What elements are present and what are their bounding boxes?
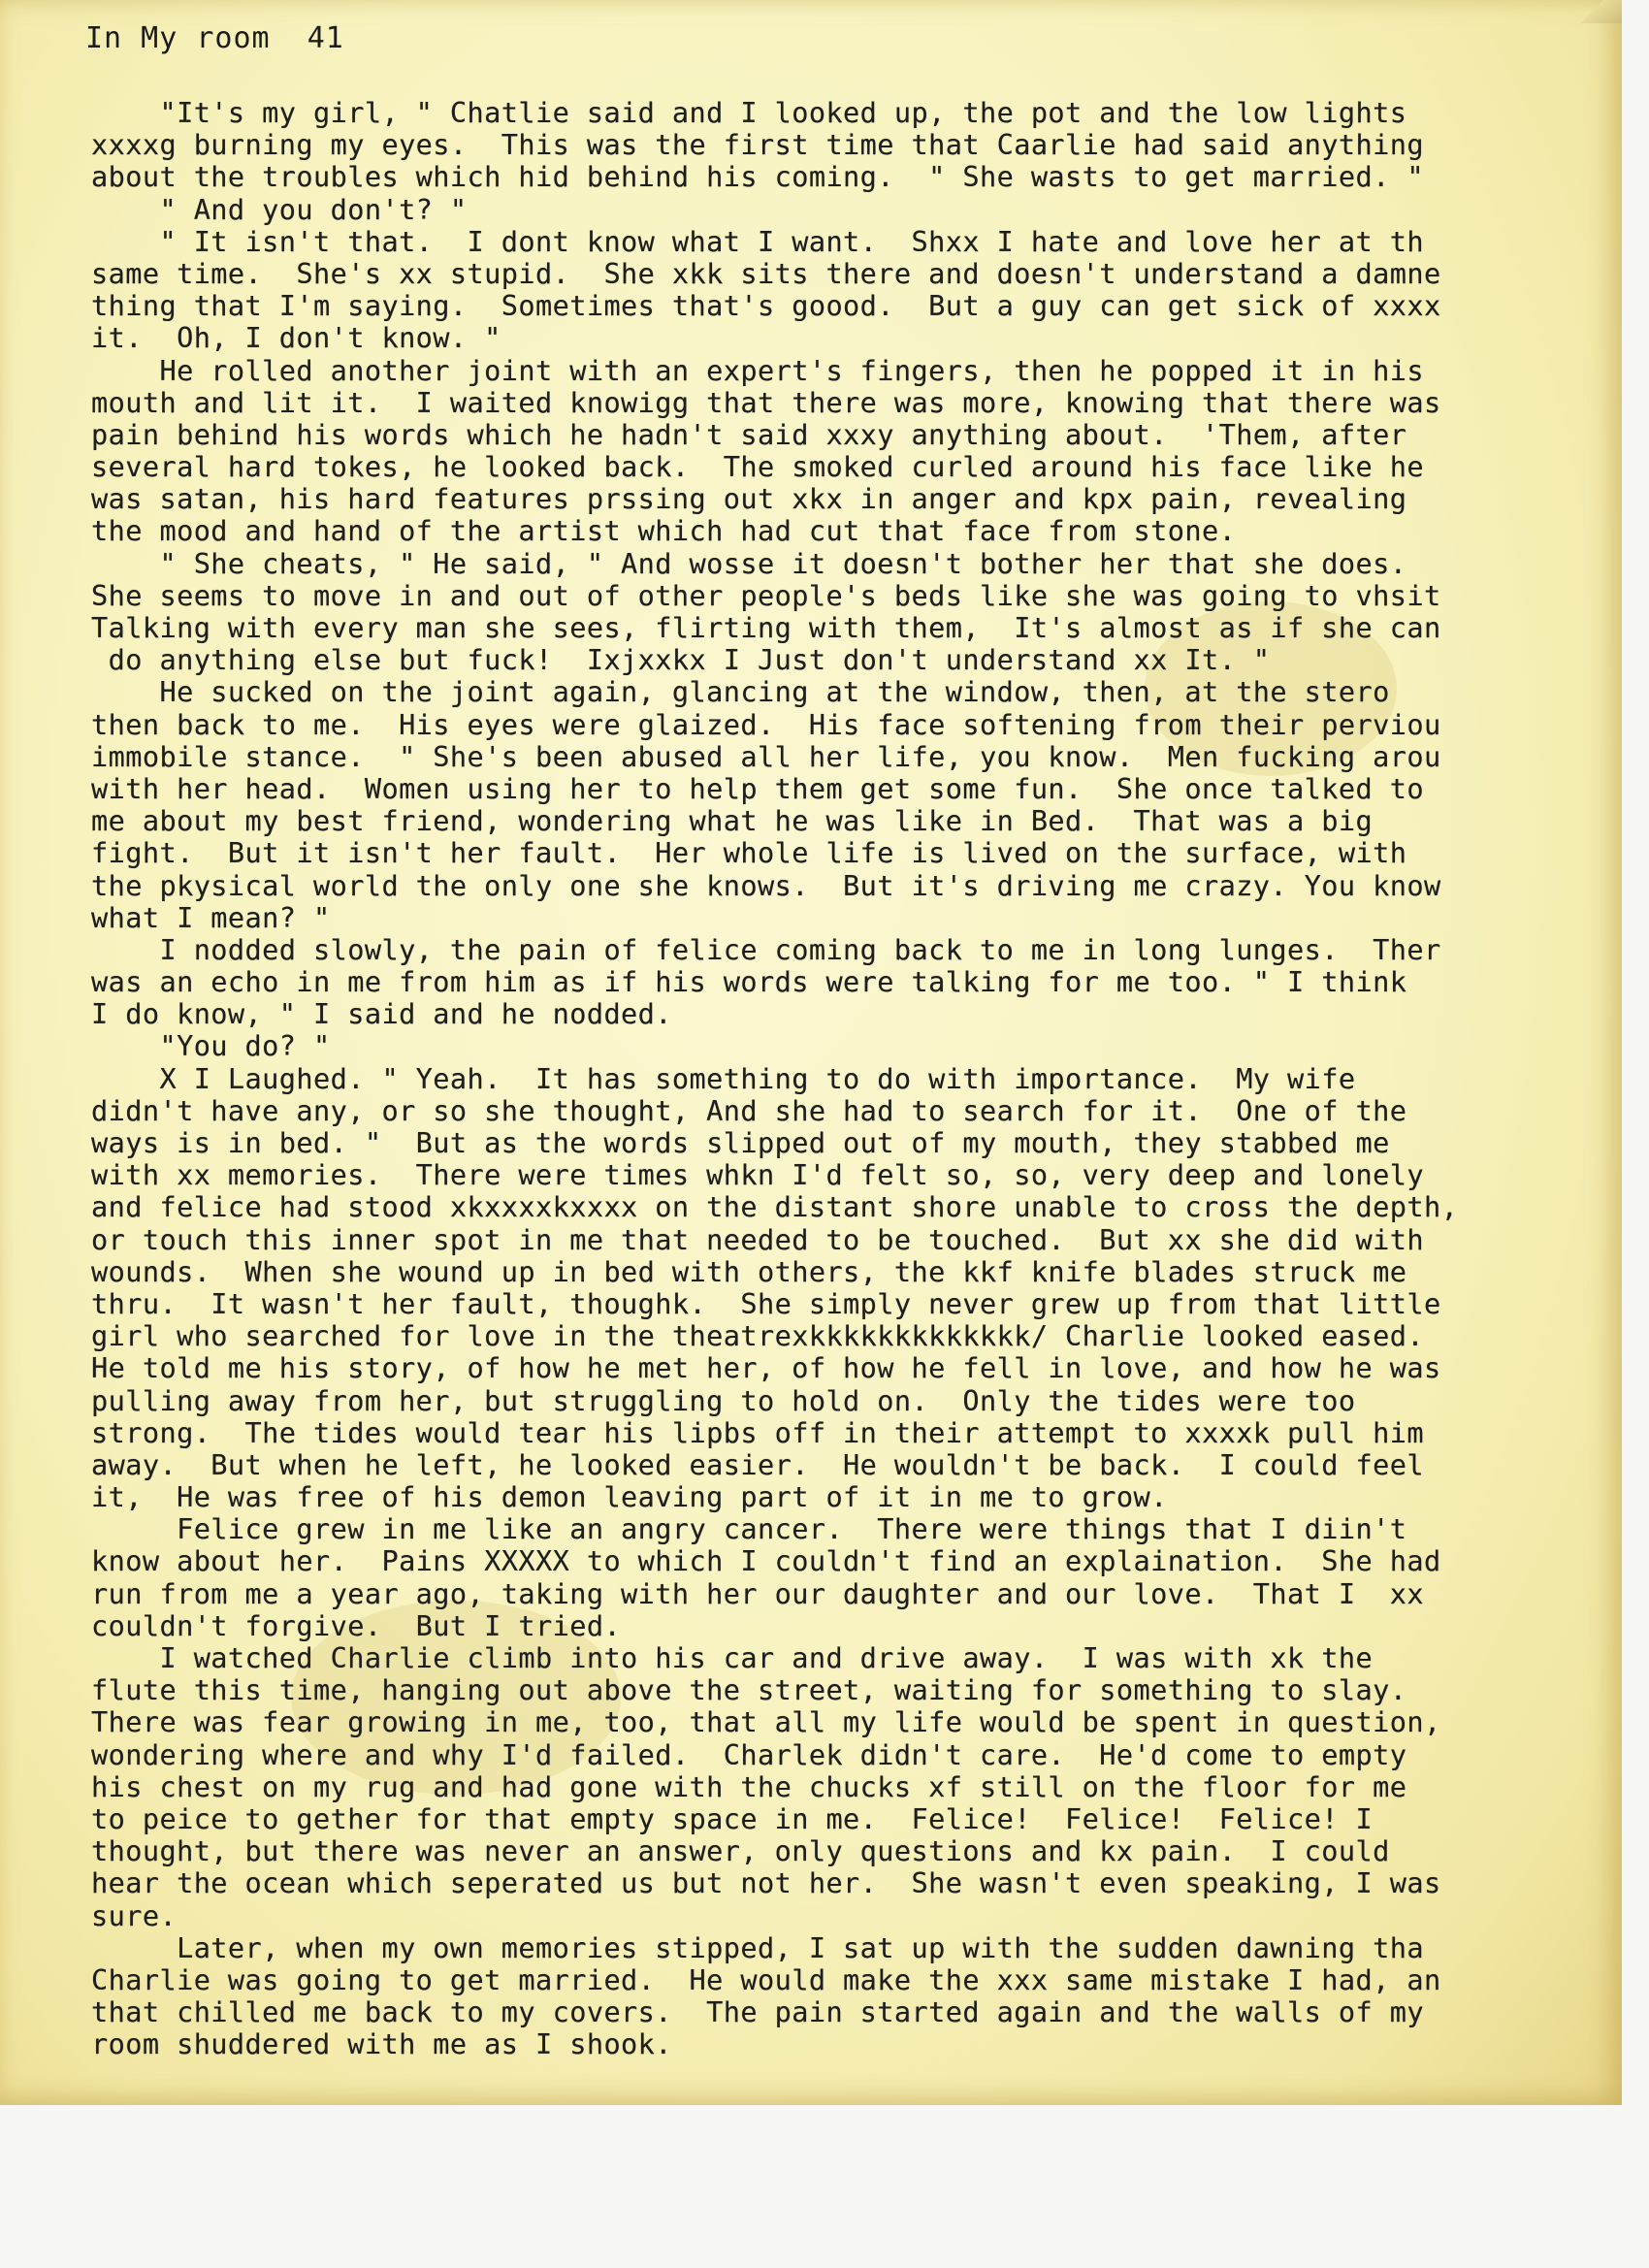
text-line: He told me his story, of how he met her, of how he fell in love, and how he was xyxy=(91,1352,1441,1385)
text-line: about the troubles which hid behind his coming. " She wasts to get married. " xyxy=(91,161,1424,194)
text-line: was satan, his hard features prssing out xkx in anger and kpx pain, revealing xyxy=(91,483,1407,516)
text-line: X I Laughed. " Yeah. It has something to do with importance. My wife xyxy=(91,1062,1356,1095)
text-line: couldn't forgive. But I tried. xyxy=(91,1609,622,1642)
text-line: or touch this inner spot in me that needed to be touched. But xx she did with xyxy=(91,1223,1424,1256)
text-line: sure. xyxy=(91,1899,178,1932)
text-line: Talking with every man she sees, flirting with them, It's almost as if she can xyxy=(91,612,1441,644)
torn-corner xyxy=(1575,0,1622,23)
text-line: hear the ocean which seperated us but not her. She wasn't even speaking, I was xyxy=(91,1867,1441,1900)
text-line: that chilled me back to my covers. The pain started again and the walls of my xyxy=(91,1996,1424,2029)
text-line: immobile stance. " She's been abused all her life, you know. Men fucking arou xyxy=(91,740,1441,773)
text-line: She seems to move in and out of other people's beds like she was going to vhsit xyxy=(91,579,1441,612)
text-line: Later, when my own memories stipped, I sat up with the sudden dawning tha xyxy=(91,1931,1424,1964)
text-line: "You do? " xyxy=(91,1030,331,1063)
text-line: flute this time, hanging out above the street, waiting for something to slay. xyxy=(91,1674,1407,1707)
text-line: his chest on my rug and had gone with the chucks xf still on the floor for me xyxy=(91,1770,1407,1803)
text-line: I watched Charlie climb into his car and drive away. I was with xk the xyxy=(91,1642,1374,1674)
page-body-text xyxy=(91,97,1619,2060)
text-line: was an echo in me from him as if his words were talking for me too. " I think xyxy=(91,966,1407,999)
text-line: with xx memories. There were times whkn I'd felt so, so, very deep and lonely xyxy=(91,1159,1424,1192)
text-line: several hard tokes, he looked back. The smoked curled around his face like he xyxy=(91,451,1424,484)
text-line: "It's my girl, " Chatlie said and I looked up, the pot and the low lights xyxy=(91,97,1407,129)
text-line: Felice grew in me like an angry cancer. There were things that I diin't xyxy=(91,1513,1407,1546)
text-line: thought, but there was never an answer, only questions and kx pain. I could xyxy=(91,1835,1390,1868)
text-line: He sucked on the joint again, glancing at the window, then, at the stero xyxy=(91,676,1390,709)
text-line: me about my best friend, wondering what he was like in Bed. That was a big xyxy=(91,805,1374,838)
text-line: it, He was free of his demon leaving part of it in me to grow. xyxy=(91,1481,1168,1514)
text-line: with her head. Women using her to help them get some fun. She once talked to xyxy=(91,772,1424,805)
text-line: then back to me. His eyes were glaized. His face softening from their perviou xyxy=(91,708,1441,741)
text-line: thing that I'm saying. Sometimes that's goood. But a guy can get sick of xxxx xyxy=(91,290,1441,323)
text-line: pulling away from her, but struggling to hold on. Only the tides were too xyxy=(91,1384,1356,1417)
page-title: In My room xyxy=(85,21,271,55)
text-line: wounds. When she wound up in bed with others, the kkf knife blades struck me xyxy=(91,1255,1407,1288)
text-line: away. But when he left, he looked easier. He wouldn't be back. I could feel xyxy=(91,1448,1424,1481)
text-line: girl who searched for love in the theatrexkkkkkkkkkkkkk/ Charlie looked eased. xyxy=(91,1320,1424,1353)
text-line: the pkysical world the only one she knows. But it's driving me crazy. You know xyxy=(91,869,1441,902)
text-line: run from me a year ago, taking with her our daughter and our love. That I xx xyxy=(91,1577,1424,1610)
text-line: I nodded slowly, the pain of felice coming back to me in long lunges. Ther xyxy=(91,933,1441,966)
text-line: " And you don't? " xyxy=(91,193,468,226)
text-line: do anything else but fuck! Ixjxxkx I Just don't understand xx It. " xyxy=(91,644,1271,677)
text-line: what I mean? " xyxy=(91,901,331,934)
text-line: to peice to gether for that empty space in me. Felice! Felice! Felice! I xyxy=(91,1802,1374,1835)
text-line: room shuddered with me as I shook. xyxy=(91,2028,672,2061)
text-line: He rolled another joint with an expert's fingers, then he popped it in his xyxy=(91,354,1424,387)
text-line: There was fear growing in me, too, that all my life would be spent in question, xyxy=(91,1706,1441,1739)
text-line: ways is in bed. " But as the words slipped out of my mouth, they stabbed me xyxy=(91,1127,1390,1159)
page-header xyxy=(85,21,344,55)
text-line: fight. But it isn't her fault. Her whole life is lived on the surface, with xyxy=(91,837,1407,870)
text-line: and felice had stood xkxxxxkxxxx on the distant shore unable to cross the depth, xyxy=(91,1191,1459,1224)
text-line: same time. She's xx stupid. She xkk sits there and doesn't understand a damne xyxy=(91,257,1441,290)
text-line: it. Oh, I don't know. " xyxy=(91,322,501,355)
text-line: xxxxg burning my eyes. This was the first time that Caarlie had said anything xyxy=(91,129,1424,162)
text-line: pain behind his words which he hadn't said xxxy anything about. 'Them, after xyxy=(91,418,1407,451)
text-line: the mood and hand of the artist which had cut that face from stone. xyxy=(91,515,1237,548)
page-number: 41 xyxy=(307,21,344,55)
text-line: " It isn't that. I dont know what I want. Shxx I hate and love her at th xyxy=(91,225,1424,258)
text-line: " She cheats, " He said, " And wosse it doesn't bother her that she does. xyxy=(91,547,1407,580)
text-line: Charlie was going to get married. He would make the xxx same mistake I had, an xyxy=(91,1963,1441,1996)
text-line: didn't have any, or so she thought, And she had to search for it. One of the xyxy=(91,1094,1407,1127)
text-line: strong. The tides would tear his lipbs off in their attempt to xxxxk pull him xyxy=(91,1416,1424,1449)
text-line: know about her. Pains XXXXX to which I couldn't find an explaination. She had xyxy=(91,1545,1441,1578)
text-line: mouth and lit it. I waited knowigg that there was more, knowing that there was xyxy=(91,386,1441,419)
text-line: thru. It wasn't her fault, thoughk. She simply never grew up from that little xyxy=(91,1287,1441,1320)
text-line: wondering where and why I'd failed. Charlek didn't care. He'd come to empty xyxy=(91,1738,1407,1771)
text-line: I do know, " I said and he nodded. xyxy=(91,998,672,1031)
